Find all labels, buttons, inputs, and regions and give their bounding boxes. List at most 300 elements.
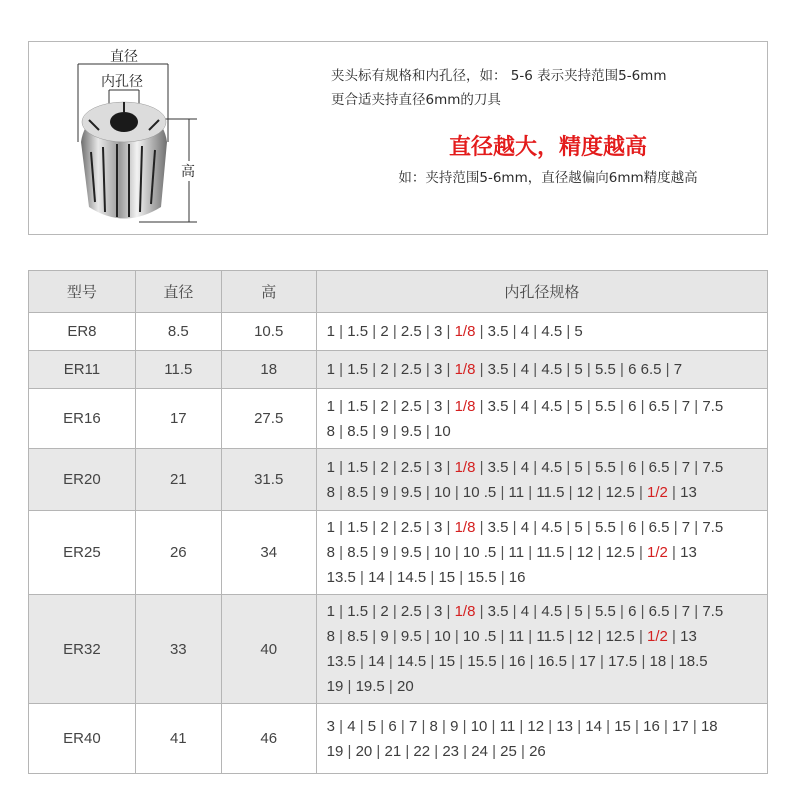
bore-size: 10 — [433, 544, 451, 561]
bore-size-line — [327, 419, 757, 444]
bore-size: 5.5 — [595, 361, 616, 378]
separator: | — [659, 717, 673, 735]
bore-size-imperial: 1/8 — [454, 519, 476, 536]
separator: | — [475, 519, 488, 536]
separator: | — [562, 361, 575, 378]
separator: | — [593, 544, 606, 561]
bore-size: 6.5 — [648, 603, 670, 620]
separator: | — [396, 717, 409, 735]
separator: | — [566, 653, 580, 670]
separator: | — [508, 361, 521, 378]
bore-size: 7 — [681, 397, 691, 415]
collet-diagram — [29, 42, 269, 234]
bore-size: 10 — [433, 628, 451, 645]
note-spec-explanation — [331, 64, 666, 112]
separator: | — [475, 361, 488, 378]
bore-size: 4.5 — [541, 323, 563, 340]
bore-size: 10 .5 — [462, 483, 497, 501]
bore-size-imperial: 1/8 — [454, 458, 476, 476]
separator: | — [450, 544, 463, 561]
separator: | — [615, 519, 629, 536]
separator: | — [496, 483, 509, 501]
bore-size-imperial: 1/2 — [647, 544, 668, 561]
bore-size: 1 — [326, 458, 335, 476]
bore-size: 11 — [499, 717, 516, 735]
cell-height: 34 — [221, 511, 316, 595]
bore-size: 4 — [520, 519, 530, 536]
bore-size: 1.5 — [347, 519, 369, 536]
bore-size: 7 — [408, 717, 418, 735]
bore-size: 1 — [326, 323, 335, 340]
cell-model: ER25 — [29, 511, 136, 595]
bore-size: 10 .5 — [462, 544, 497, 561]
separator: | — [421, 628, 434, 645]
separator: | — [334, 483, 348, 501]
bore-size: 3 — [433, 323, 443, 340]
cell-diameter: 41 — [135, 704, 221, 774]
separator: | — [529, 361, 542, 378]
bore-size: 19.5 — [355, 678, 385, 695]
bore-size: 5 — [574, 361, 583, 378]
separator: | — [355, 569, 369, 586]
separator: | — [368, 544, 381, 561]
bore-size: 14 — [585, 717, 602, 735]
bore-size: 25 — [500, 742, 517, 760]
bore-size: 10 — [470, 717, 488, 735]
separator: | — [636, 519, 649, 536]
bore-size: 2.5 — [400, 361, 422, 378]
header-bore-sizes: 内孔径规格 — [316, 271, 767, 313]
separator: | — [615, 458, 629, 476]
separator: | — [442, 323, 455, 340]
bore-size: 26 — [529, 742, 546, 760]
bore-size: 13 — [680, 483, 697, 501]
table-header-row — [29, 271, 768, 313]
separator: | — [562, 323, 575, 340]
separator: | — [442, 519, 455, 536]
bore-size: 18.5 — [678, 653, 708, 670]
bore-size: 8 — [326, 544, 335, 561]
separator: | — [388, 422, 401, 440]
cell-bore-sizes — [316, 595, 767, 704]
bore-size: 8.5 — [347, 544, 369, 561]
separator: | — [669, 397, 682, 415]
diameter-label: 直径 — [110, 49, 138, 65]
separator: | — [582, 397, 595, 415]
separator: | — [372, 742, 385, 760]
separator: | — [334, 628, 348, 645]
separator: | — [690, 458, 703, 476]
bore-size: 15 — [438, 569, 456, 586]
bore-size: 2.5 — [400, 519, 422, 536]
separator: | — [388, 397, 401, 415]
separator: | — [343, 678, 356, 695]
precision-highlight: 直径越大，精度越高 — [448, 135, 647, 160]
bore-size-imperial: 1/8 — [454, 397, 476, 415]
bore-size: 11 — [508, 483, 525, 501]
inner-bore-label: 内孔径 — [101, 74, 143, 90]
separator: | — [573, 717, 586, 735]
bore-size: 1.5 — [347, 397, 369, 415]
cell-diameter: 21 — [135, 449, 221, 511]
separator: | — [475, 603, 488, 620]
bore-size: 2.5 — [400, 458, 422, 476]
bore-size: 19 — [326, 742, 344, 760]
separator: | — [615, 397, 629, 415]
er-collet-illustration — [29, 42, 269, 234]
bore-size: 4.5 — [541, 458, 563, 476]
cell-height: 46 — [221, 704, 316, 774]
bore-size: 1 — [326, 397, 335, 415]
cell-height: 31.5 — [221, 449, 316, 511]
bore-size: 3 — [433, 361, 443, 378]
table-row — [29, 351, 768, 389]
separator: | — [508, 458, 521, 476]
separator: | — [421, 323, 434, 340]
cell-bore-sizes — [316, 449, 767, 511]
separator: | — [636, 397, 649, 415]
separator: | — [421, 458, 434, 476]
separator: | — [508, 323, 521, 340]
bore-size: 5.5 — [595, 519, 616, 536]
bore-size: 11 — [508, 628, 525, 645]
bore-size: 6 — [628, 397, 637, 415]
bore-size: 17 — [579, 653, 596, 670]
bore-size: 13 — [680, 628, 697, 645]
separator: | — [666, 653, 679, 670]
bore-size: 5.5 — [595, 397, 616, 415]
bore-size: 9 — [380, 544, 389, 561]
separator: | — [688, 717, 701, 735]
bore-size-imperial: 1/2 — [647, 483, 668, 501]
separator: | — [669, 603, 682, 620]
bore-size: 15 — [614, 717, 631, 735]
separator: | — [582, 361, 595, 378]
separator: | — [516, 742, 530, 760]
separator: | — [669, 519, 682, 536]
cell-height: 40 — [221, 595, 316, 704]
bore-size: 12.5 — [605, 628, 635, 645]
bore-size: 8 — [429, 717, 438, 735]
separator: | — [368, 397, 381, 415]
bore-size: 2.5 — [400, 603, 422, 620]
separator: | — [421, 519, 434, 536]
separator: | — [529, 519, 542, 536]
separator: | — [368, 519, 381, 536]
bore-size-line — [327, 455, 757, 480]
header-model: 型号 — [29, 271, 136, 313]
bore-size: 9.5 — [400, 628, 422, 645]
separator: | — [496, 544, 509, 561]
separator: | — [508, 603, 521, 620]
precision-example: 如：夹持范围5-6mm，直径越偏向6mm精度越高 — [398, 170, 698, 186]
bore-size: 1.5 — [347, 323, 369, 340]
separator: | — [426, 569, 439, 586]
bore-size: 6 — [628, 519, 637, 536]
table-row — [29, 313, 768, 351]
separator: | — [529, 458, 542, 476]
separator: | — [334, 519, 348, 536]
separator: | — [388, 483, 401, 501]
bore-size: 2 — [380, 323, 389, 340]
bore-size: 2 — [380, 603, 389, 620]
bore-size: 9 — [380, 628, 389, 645]
separator: | — [690, 397, 703, 415]
bore-size: 20 — [355, 742, 373, 760]
bore-size: 3 — [433, 519, 443, 536]
bore-size-line — [327, 319, 757, 344]
separator: | — [455, 569, 468, 586]
separator: | — [384, 569, 397, 586]
bore-size: 8 — [326, 483, 335, 501]
separator: | — [368, 458, 381, 476]
bore-size: 3.5 — [487, 458, 509, 476]
info-panel — [28, 41, 768, 235]
cell-model: ER16 — [29, 389, 136, 449]
bore-size: 4.5 — [541, 519, 563, 536]
bore-size: 6 — [628, 603, 637, 620]
separator: | — [343, 742, 356, 760]
bore-size-line — [327, 515, 757, 540]
table-row — [29, 449, 768, 511]
table-row — [29, 389, 768, 449]
notes-block — [329, 42, 767, 234]
bore-size-line — [327, 540, 757, 565]
separator: | — [669, 458, 682, 476]
separator: | — [368, 323, 381, 340]
cell-model: ER40 — [29, 704, 136, 774]
separator: | — [630, 717, 644, 735]
separator: | — [601, 717, 615, 735]
bore-size: 6.5 — [648, 458, 670, 476]
bore-size: 17.5 — [608, 653, 638, 670]
bore-size: 9 — [450, 717, 459, 735]
separator: | — [524, 483, 537, 501]
separator: | — [487, 742, 501, 760]
separator: | — [582, 519, 595, 536]
bore-size: 22 — [413, 742, 431, 760]
bore-size: 4 — [520, 397, 530, 415]
separator: | — [450, 628, 463, 645]
bore-size: 19 — [326, 678, 344, 695]
header-height: 高 — [221, 271, 316, 313]
note-line-1: 夹头标有规格和内孔径，如： 5-6 表示夹持范围5-6mm — [331, 68, 667, 84]
separator: | — [564, 483, 577, 501]
separator: | — [496, 569, 509, 586]
bore-size-line — [327, 714, 757, 739]
bore-size: 1 — [326, 603, 335, 620]
bore-size: 6.5 — [648, 397, 670, 415]
bore-size: 7.5 — [702, 458, 724, 476]
separator: | — [388, 323, 401, 340]
bore-size: 4 — [520, 458, 530, 476]
separator: | — [496, 653, 509, 670]
separator: | — [634, 628, 648, 645]
bore-size: 9.5 — [400, 483, 422, 501]
separator: | — [368, 361, 381, 378]
separator: | — [437, 717, 451, 735]
bore-size: 4 — [520, 323, 530, 340]
bore-size: 3 — [433, 458, 443, 476]
cell-height: 18 — [221, 351, 316, 389]
separator: | — [334, 361, 348, 378]
cell-diameter: 26 — [135, 511, 221, 595]
cell-height: 27.5 — [221, 389, 316, 449]
bore-size: 7 — [681, 603, 691, 620]
separator: | — [582, 603, 595, 620]
bore-size: 6 — [388, 717, 397, 735]
separator: | — [442, 603, 455, 620]
bore-size: 18 — [649, 653, 667, 670]
separator: | — [368, 603, 381, 620]
bore-size: 11.5 — [536, 628, 565, 645]
header-diameter: 直径 — [135, 271, 221, 313]
cell-diameter: 17 — [135, 389, 221, 449]
bore-size: 16 — [508, 569, 526, 586]
bore-size: 1.5 — [347, 361, 369, 378]
bore-size: 9.5 — [400, 422, 422, 440]
separator: | — [368, 483, 381, 501]
bore-size: 5 — [574, 323, 583, 340]
separator: | — [562, 458, 575, 476]
separator: | — [430, 742, 443, 760]
bore-size: 16.5 — [537, 653, 567, 670]
bore-size-line — [327, 480, 757, 505]
separator: | — [508, 397, 521, 415]
bore-size-line — [327, 599, 757, 624]
separator: | — [593, 628, 606, 645]
bore-size: 16 — [643, 717, 660, 735]
separator: | — [615, 361, 629, 378]
bore-size: 5.5 — [595, 458, 616, 476]
bore-size: 8 — [326, 628, 335, 645]
bore-size: 8.5 — [347, 483, 369, 501]
separator: | — [421, 361, 434, 378]
separator: | — [475, 323, 488, 340]
bore-size: 7 — [681, 458, 691, 476]
separator: | — [690, 603, 703, 620]
bore-size: 7.5 — [702, 519, 724, 536]
separator: | — [529, 603, 542, 620]
separator: | — [667, 628, 681, 645]
bore-size: 5 — [574, 458, 583, 476]
bore-size: 3 — [433, 397, 443, 415]
bore-size: 15 — [438, 653, 456, 670]
height-label: 高 — [181, 161, 195, 181]
bore-size: 14 — [368, 569, 385, 586]
separator: | — [450, 483, 463, 501]
separator: | — [417, 717, 430, 735]
separator: | — [388, 603, 401, 620]
table-row — [29, 511, 768, 595]
separator: | — [368, 628, 381, 645]
separator: | — [368, 422, 381, 440]
bore-size: 2.5 — [400, 397, 422, 415]
separator: | — [458, 717, 471, 735]
cell-model: ER20 — [29, 449, 136, 511]
bore-size: 9 — [380, 422, 389, 440]
separator: | — [636, 603, 649, 620]
bore-size: 2 — [380, 397, 389, 415]
bore-size: 4 — [520, 361, 530, 378]
collet-spec-table — [28, 270, 768, 774]
separator: | — [334, 544, 348, 561]
bore-size-imperial: 1/8 — [454, 603, 476, 620]
bore-size-line — [327, 624, 757, 649]
bore-size: 3.5 — [487, 361, 509, 378]
bore-size: 2 — [380, 458, 389, 476]
bore-size: 13 — [680, 544, 697, 561]
bore-size: 3 — [433, 603, 443, 620]
separator: | — [690, 519, 703, 536]
table-row — [29, 595, 768, 704]
bore-size: 2.5 — [400, 323, 422, 340]
bore-size: 12 — [527, 717, 545, 735]
bore-size: 1.5 — [347, 458, 369, 476]
separator: | — [562, 397, 575, 415]
separator: | — [562, 519, 575, 536]
bore-size: 14 — [368, 653, 385, 670]
separator: | — [637, 653, 650, 670]
table-row — [29, 704, 768, 774]
bore-size: 10 — [433, 483, 451, 501]
bore-size-imperial: 1/8 — [454, 361, 476, 378]
bore-size: 3.5 — [487, 603, 509, 620]
separator: | — [529, 397, 542, 415]
separator: | — [634, 483, 648, 501]
bore-size-line — [327, 739, 757, 764]
bore-size-line — [327, 357, 757, 382]
separator: | — [388, 628, 401, 645]
separator: | — [334, 458, 348, 476]
separator: | — [442, 397, 455, 415]
separator: | — [355, 717, 368, 735]
separator: | — [421, 422, 434, 440]
bore-size: 9 — [380, 483, 389, 501]
cell-height: 10.5 — [221, 313, 316, 351]
cell-diameter: 33 — [135, 595, 221, 704]
bore-size-line — [327, 649, 757, 674]
separator: | — [487, 717, 500, 735]
cell-model: ER8 — [29, 313, 136, 351]
bore-size: 5 — [367, 717, 377, 735]
separator: | — [634, 544, 648, 561]
separator: | — [582, 458, 595, 476]
separator: | — [355, 653, 369, 670]
separator: | — [515, 717, 528, 735]
cell-bore-sizes — [316, 313, 767, 351]
separator: | — [595, 653, 609, 670]
bore-size: 4 — [347, 717, 356, 735]
separator: | — [593, 483, 606, 501]
bore-size: 12 — [576, 628, 594, 645]
bore-size: 11 — [508, 544, 525, 561]
separator: | — [384, 678, 397, 695]
separator: | — [334, 717, 348, 735]
separator: | — [426, 653, 439, 670]
bore-size: 24 — [471, 742, 488, 760]
bore-size: 15.5 — [467, 653, 497, 670]
bore-size: 20 — [397, 678, 414, 695]
separator: | — [564, 628, 577, 645]
bore-size: 10 .5 — [462, 628, 497, 645]
separator: | — [667, 483, 681, 501]
bore-size: 1 — [326, 519, 335, 536]
bore-size-imperial: 1/2 — [647, 628, 668, 645]
bore-size: 12 — [576, 483, 594, 501]
separator: | — [455, 653, 468, 670]
bore-size-line — [327, 674, 757, 699]
